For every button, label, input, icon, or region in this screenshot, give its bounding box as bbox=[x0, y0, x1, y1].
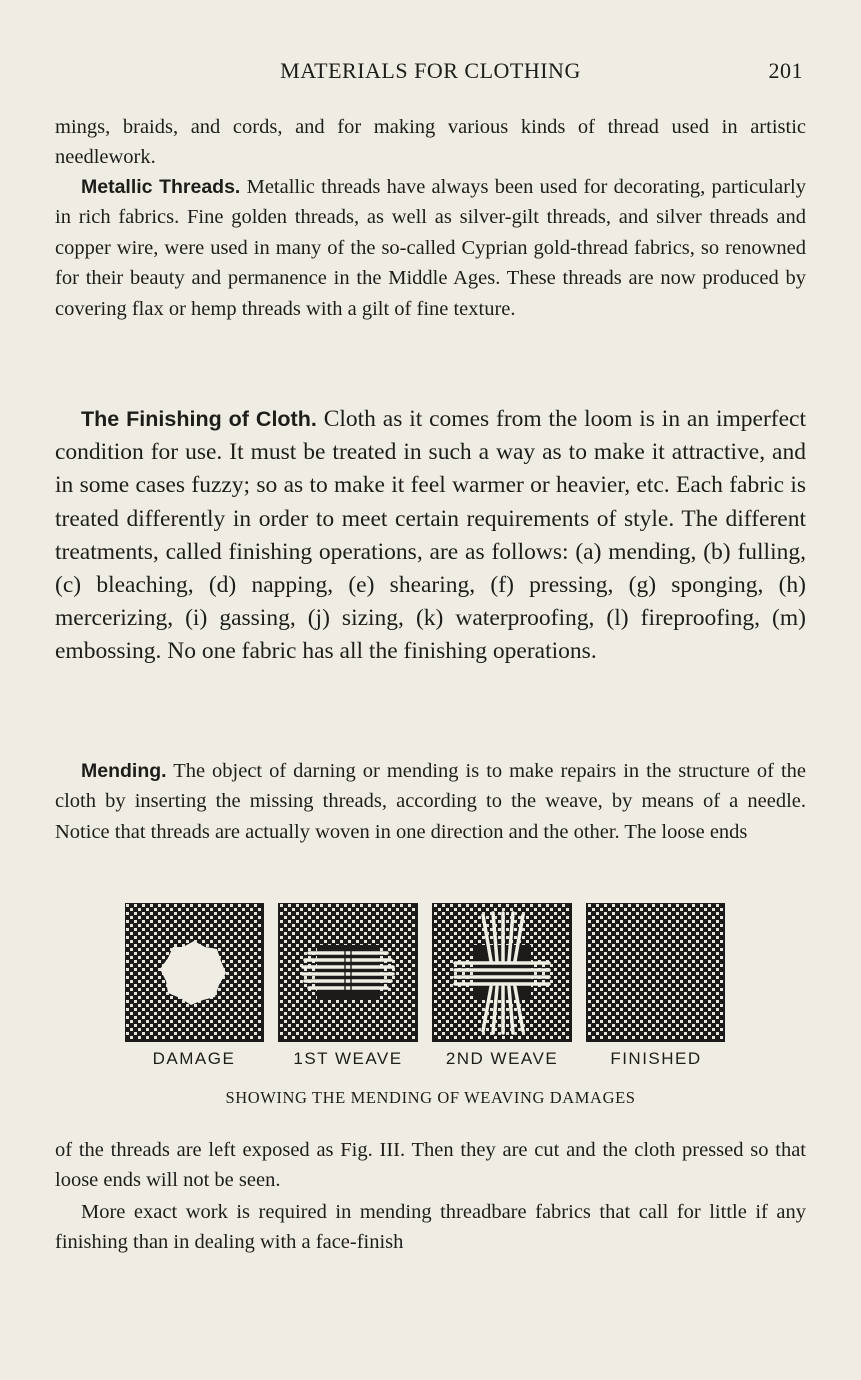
paragraph-finishing-of-cloth bbox=[55, 403, 806, 669]
section-heading-mending: Mending. bbox=[81, 760, 167, 782]
running-title: MATERIALS FOR CLOTHING bbox=[280, 58, 581, 83]
mending-figure bbox=[125, 903, 725, 1073]
panel-label-second-weave: 2ND WEAVE bbox=[445, 1049, 559, 1068]
paragraph-continuation bbox=[55, 112, 806, 173]
panel-finished bbox=[587, 903, 725, 1041]
panel-label-damage: DAMAGE bbox=[152, 1049, 236, 1068]
paragraph-mending bbox=[55, 756, 806, 847]
paragraph-text: mings, braids, and cords, and for making various kinds of thread used in artistic needlework. bbox=[55, 116, 806, 169]
panel-damage bbox=[125, 903, 263, 1041]
figure-caption: SHOWING THE MENDING OF WEAVING DAMAGES bbox=[225, 1088, 636, 1107]
section-heading-finishing-of-cloth: The Finishing of Cloth. bbox=[81, 407, 317, 431]
paragraph-loose-ends bbox=[55, 1135, 806, 1196]
page-number: 201 bbox=[768, 58, 803, 83]
panel-first-weave bbox=[279, 903, 417, 1041]
paragraph-text: of the threads are left exposed as Fig. III. Then they are cut and the cloth pressed so that loose ends will not be seen. bbox=[55, 1139, 806, 1192]
paragraph-text: More exact work is required in mending threadbare fabrics that call for little if any finishing than in dealing with a face-finish bbox=[55, 1201, 806, 1254]
paragraph-body: Cloth as it comes from the loom is in an imperfect condition for use. It must be treated in such a way as to make it attractive, and in some cases fuzzy; so as to make it feel warmer or heavier, etc. Each fabric is treated differently in order to meet certain requirements of style. The different treatments, called finishing operations, are as follows: (a) mending, (b) fulling, (c) bleaching, (d) napping, (e) shearing, (f) pressing, (g) sponging, (h) mercerizing, (i) gassing, (j) sizing, (k) waterproofing, (l) fireproofing, (m) embossing. No one fabric has all the finishing operations. bbox=[55, 406, 806, 665]
paragraph-body: The object of darning or mending is to make repairs in the structure of the cloth by inserting the missing threads, according to the weave, by means of a needle. Notice that threads are actually woven in one direction and the other. The loose ends bbox=[55, 760, 806, 843]
paragraph-body: Metallic threads have always been used for decorating, particularly in rich fabrics. Fine golden threads, as well as silver-gilt threads, and silver threads and copper wire, were used in many of the so-called Cyprian gold-thread fabrics, so renowned for their beauty and permanence in the Middle Ages. These threads are now produced by covering flax or hemp threads with a gilt of fine texture. bbox=[55, 176, 806, 320]
paragraph-threadbare bbox=[55, 1197, 806, 1258]
panel-second-weave bbox=[433, 903, 571, 1041]
panel-label-first-weave: 1ST WEAVE bbox=[293, 1049, 403, 1068]
panel-label-finished: FINISHED bbox=[610, 1049, 702, 1068]
running-header bbox=[0, 58, 861, 90]
section-heading-metallic-threads: Metallic Threads. bbox=[81, 176, 241, 198]
paragraph-metallic-threads bbox=[55, 172, 806, 324]
